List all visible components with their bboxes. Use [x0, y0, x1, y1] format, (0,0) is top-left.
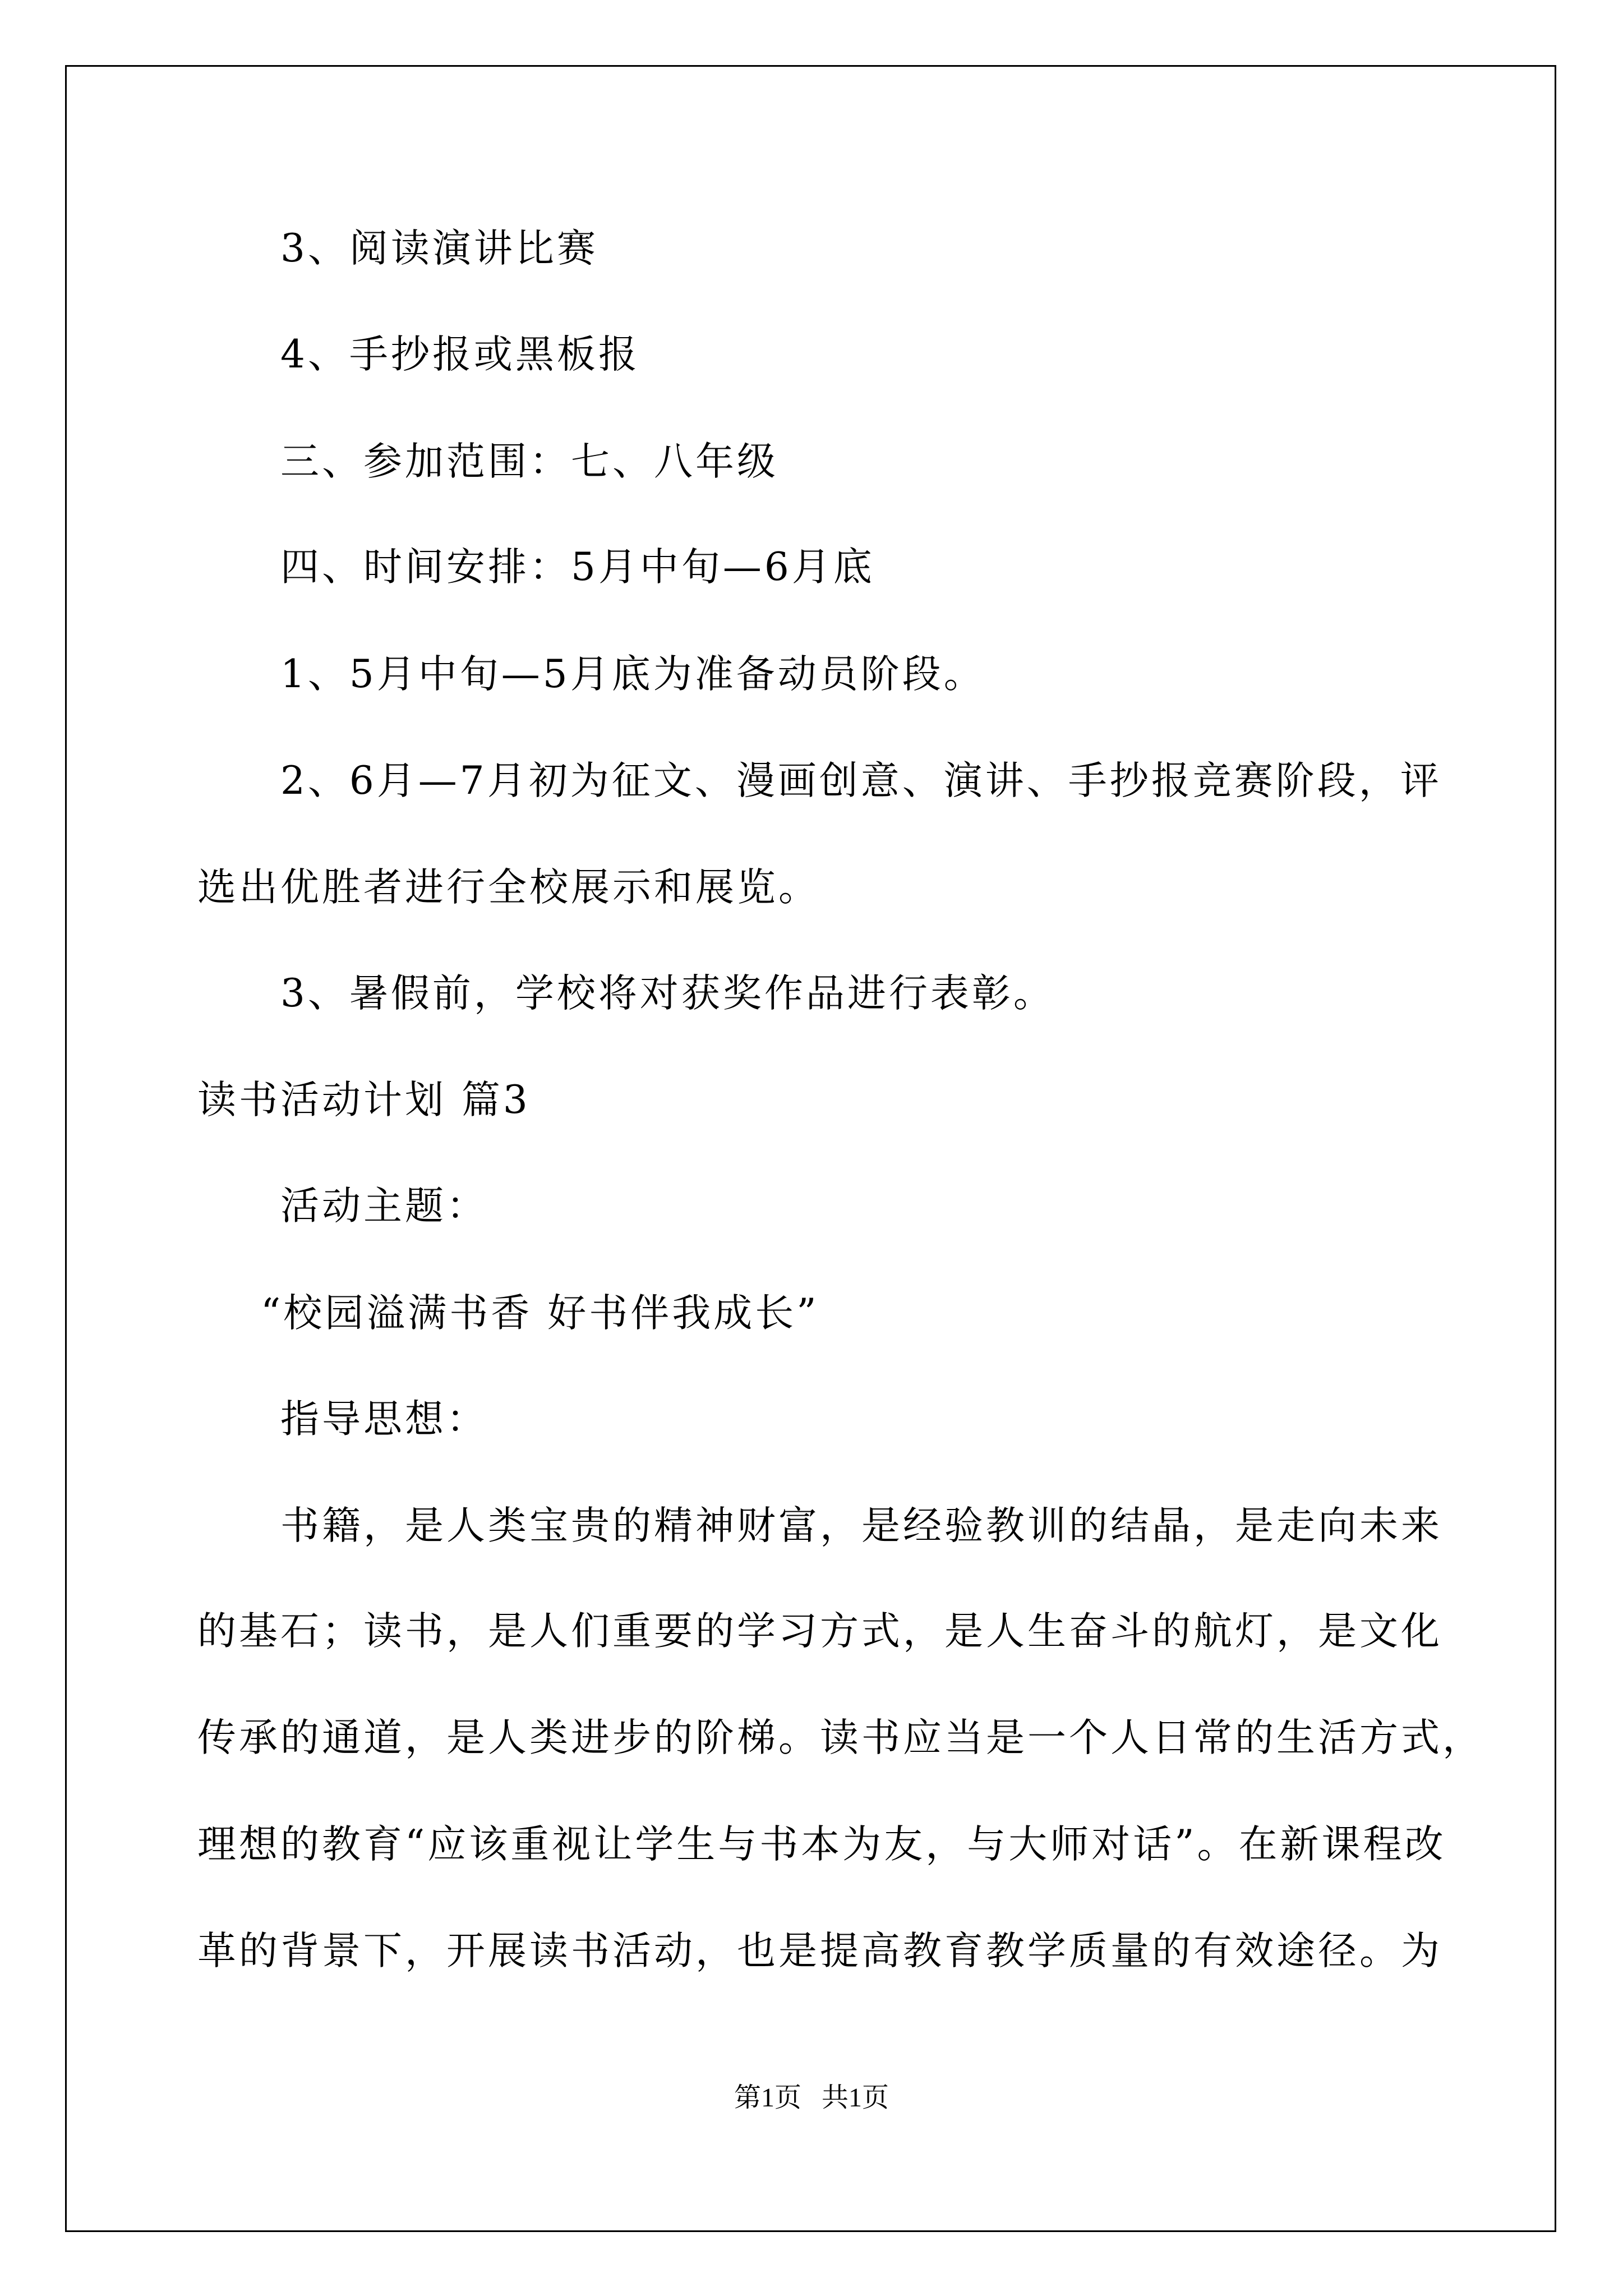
- article-title: 读书活动计划 篇3: [197, 1078, 531, 1122]
- paragraph-line-5: 革的背景下，开展读书活动，也是提高教育教学质量的有效途径。为: [197, 1929, 1442, 1973]
- schedule-item-3: 3、暑假前，学校将对获奖作品进行表彰。: [280, 971, 1055, 1016]
- activity-theme-text: “校园溢满书香 好书伴我成长”: [261, 1291, 819, 1336]
- page-number-footer: 第1页 共1页: [734, 2083, 889, 2113]
- guiding-thought-label: 指导思想：: [280, 1397, 488, 1442]
- schedule-item-2-line-2: 选出优胜者进行全校展示和展览。: [197, 865, 820, 910]
- list-item-4-handwritten-newspaper: 4、手抄报或黑板报: [280, 332, 640, 377]
- activity-theme-label: 活动主题：: [280, 1184, 488, 1228]
- paragraph-line-3: 传承的通道，是人类进步的阶梯。读书应当是一个人日常的生活方式，: [197, 1715, 1484, 1760]
- paragraph-line-1: 书籍，是人类宝贵的精神财富，是经验教训的结晶，是走向未来: [280, 1503, 1442, 1548]
- section-heading-schedule: 四、时间安排：5月中旬—6月底: [280, 545, 875, 590]
- paragraph-line-4: 理想的教育“应该重视让学生与书本为友，与大师对话”。在新课程改: [197, 1822, 1446, 1867]
- section-heading-participation-scope: 三、参加范围：七、八年级: [280, 439, 778, 484]
- paragraph-line-2: 的基石；读书，是人们重要的学习方式，是人生奋斗的航灯，是文化: [197, 1609, 1442, 1654]
- list-item-3-reading-speech: 3、阅读演讲比赛: [280, 226, 598, 271]
- page-border: [65, 65, 1556, 2232]
- schedule-item-1: 1、5月中旬—5月底为准备动员阶段。: [280, 652, 985, 697]
- schedule-item-2-line-1: 2、6月—7月初为征文、漫画创意、演讲、手抄报竞赛阶段，评: [280, 758, 1442, 803]
